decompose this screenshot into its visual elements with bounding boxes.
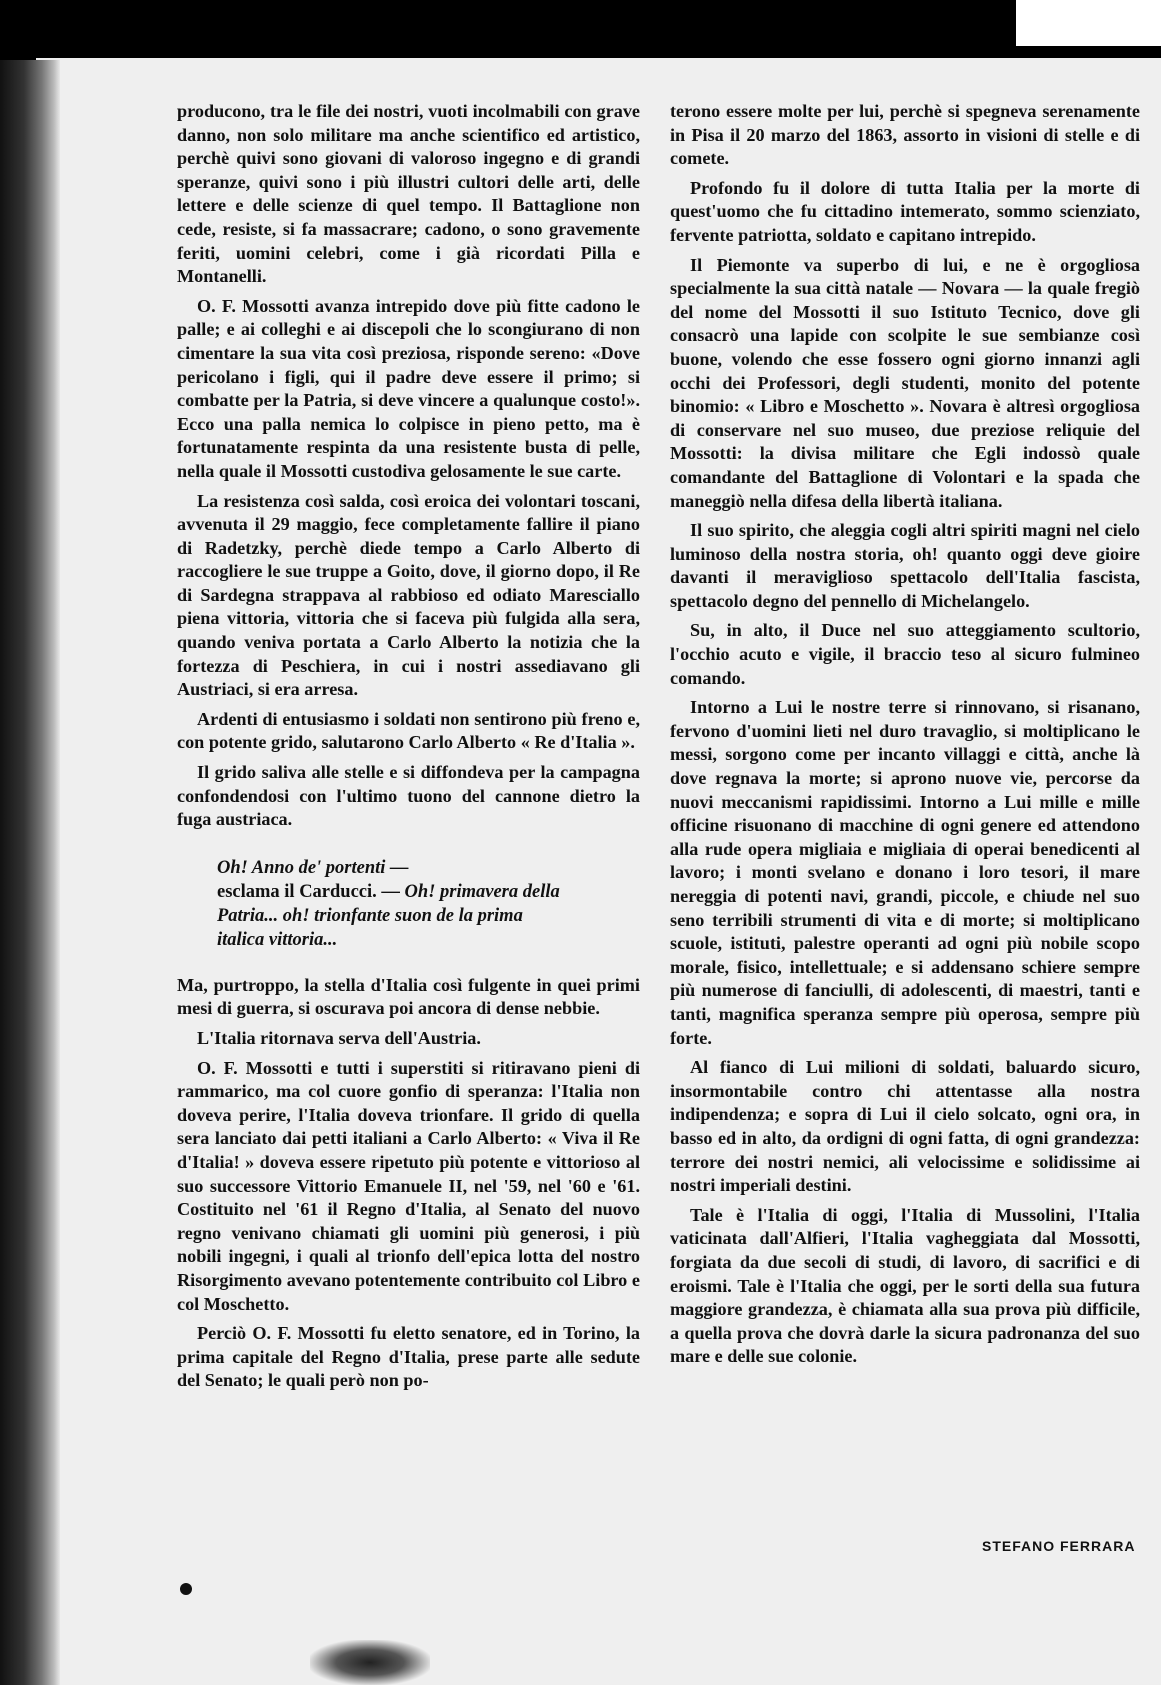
right-column — [670, 100, 1140, 1375]
quote-line: Oh! Anno de' portenti — — [217, 857, 409, 878]
paragraph: Il Piemonte va superbo di lui, e ne è orgogliosa specialmente la sua città natale — Novara — la quale fregiò del nome del Mossotti il suo Istituto Tecnico, dove gli consacrò una lapide con scolpite le sue sembianze così buone, volendo che esse fossero ogni giorno innanzi agli occhi dei Professori, degli studenti, monito del potente binomio: « Libro e Moschetto ». Novara è altresì orgogliosa di conservare nel suo museo, due preziose reliquie del Mossotti: la divisa militare che Egli indossò quale comandante del Battaglione di Volontari e la spada che maneggiò nella difesa della libertà italiana. — [670, 254, 1140, 511]
paragraph: Il grido saliva alle stelle e si diffondeva per la campagna confondendosi con l'ultimo tuono del cannone dietro la fuga austriaca. — [177, 762, 640, 830]
paragraph: Il suo spirito, che aleggia cogli altri spiriti magni nel cielo luminoso della nostra storia, oh! quanto oggi deve gioire davanti il meraviglioso spettacolo dell'Italia fascista, spettacolo degno del pennello di Michelangelo. — [670, 520, 1140, 611]
quote-text: Oh! primavera della — [404, 881, 560, 902]
paragraph: O. F. Mossotti avanza intrepido dove più fitte cadono le palle; e ai colleghi e ai discepoli che lo scongiurano di non cimentare la sua vita così preziosa, risponde sereno: «Dove pericolano i figli, qui il padre deve essere il primo; si combatte per la Patria, si deve vincere a qualunque costo!». Ecco una palla nemica lo colpisce in pieno petto, ma è fortunatamente respinta da una resistente busta di pelle, nella quale il Mossotti custodiva gelosamente le sue carte. — [177, 295, 640, 481]
quote-line: Patria... oh! trionfante suon de la prima — [217, 905, 523, 926]
quote-line — [217, 880, 640, 904]
paragraph: producono, tra le file dei nostri, vuoti incolmabili con grave danno, non solo militare ma anche scientifico ed artistico, perchè quivi sono giovani di valoroso ingegno e di grandi speranze, quivi sono i più illustri cultori delle arti, delle lettere e delle scienze di quel tempo. Il Battaglione non cede, resiste, si fa massacrare; cadono, o sono gravemente feriti, uomini celebri, come i già ricordati Pilla e Montanelli. — [177, 101, 640, 287]
paragraph: O. F. Mossotti e tutti i superstiti si ritiravano pieni di rammarico, ma col cuore gonfio di speranza: l'Italia non doveva perire, l'Italia doveva trionfare. Il grido di quella sera lanciato dai petti italiani a Carlo Alberto: « Viva il Re d'Italia! » doveva essere ripetuto più potente e vittorioso al suo successore Vittorio Emanuele II, nel '59, nel '60 e '61. Costituito nel '61 il Regno d'Italia, al Senato del nuovo regno venivano chiamati gli uomini più generosi, i più nobili ingegni, i quali al trionfo dell'epica lotta del nostro Risorgimento avevano potentemente contribuito col Libro e col Moschetto. — [177, 1057, 640, 1314]
paragraph: Perciò O. F. Mossotti fu eletto senatore, ed in Torino, la prima capitale del Regno d'Italia, prese parte alle sedute del Senato; le quali però non po- — [177, 1323, 640, 1391]
paragraph: L'Italia ritornava serva dell'Austria. — [197, 1028, 481, 1048]
paragraph: Profondo fu il dolore di tutta Italia per la morte di quest'uomo che fu cittadino intemerato, sommo scienziato, fervente patriotta, soldato e capitano intrepido. — [670, 177, 1140, 245]
paragraph: Ma, purtroppo, la stella d'Italia così fulgente in quei primi mesi di guerra, si oscurava poi ancora di dense nebbie. — [177, 974, 640, 1019]
scan-corner-patch — [1016, 0, 1161, 46]
left-column — [177, 100, 640, 1399]
paragraph: Al fianco di Lui milioni di soldati, baluardo sicuro, insormontabile contro chi attentasse alla nostra indipendenza; e sopra di Lui il cielo solcato, ogni ora, in basso ed in alto, da ordigni di ogni fatta, di ogni grandezza: terrore dei nostri nemici, ali velocissime e solidissime ai nostri imperiali destini. — [670, 1057, 1140, 1196]
paragraph: Tale è l'Italia di oggi, l'Italia di Mussolini, l'Italia vaticinata dall'Alfieri, l'Italia vagheggiata dal Mossotti, forgiata da due secoli di studi, di lavoro, di sacrifici e di eroismi. Tale è l'Italia che oggi, per le sorti della sua futura maggiore grandezza, è chiamata alla sua prova più difficile, a quella prova che dovrà darle la sicura padronanza del suo mare e delle sue colonie. — [670, 1204, 1140, 1367]
paragraph: terono essere molte per lui, perchè si spegneva serenamente in Pisa il 20 marzo del 1863, assorto in visioni di stelle e di comete. — [670, 101, 1140, 169]
quote-line: italica vittoria... — [217, 929, 338, 950]
paragraph: Ardenti di entusiasmo i soldati non sentirono più freno e, con potente grido, salutarono Carlo Alberto « Re d'Italia ». — [177, 708, 640, 753]
quote-attribution: esclama il Carducci. — — [217, 881, 405, 902]
scan-top-border — [0, 0, 1161, 58]
page-marker-dot — [180, 1583, 192, 1595]
paragraph: Su, in alto, il Duce nel suo atteggiamento scultorio, l'occhio acuto e vigile, il braccio teso al sicuro fulmineo comando. — [670, 620, 1140, 688]
paragraph: La resistenza così salda, così eroica dei volontari toscani, avvenuta il 29 maggio, fece completamente fallire il piano di Radetzky, perchè diede tempo a Carlo Alberto di raccogliere le sue truppe a Goito, dove, il giorno dopo, il Re di Sardegna strappava al rabbioso ed odiato Maresciallo piena vittoria, vittoria che si faceva più fulgida alla sera, quando veniva portata a Carlo Alberto la notizia che la fortezza di Peschiera, in cui i nostri assediavano gli Austriaci, si era arresa. — [177, 490, 640, 700]
page-binding-shadow — [0, 60, 60, 1685]
carducci-quote — [217, 856, 640, 952]
paragraph: Intorno a Lui le nostre terre si rinnovano, si risanano, fervono d'uomini lieti nel duro travaglio, si moltiplicano le messi, sorgono come per incanto villaggi e città, anche là dove regnava la morte; si aprono nuove vie, percorse da nuovi meccanismi rapidissimi. Intorno a Lui mille e mille officine risuonano di macchine di ogni genere ed attendono alla rude opera migliaia e migliaia di operai benedicenti al lavoro; i monti svelano e donano i loro tesori, il mare nereggia di potenti navi, grandi, piccole, e chiude nel suo seno terribili strumenti di vita e di morte; si moltiplicano scuole, istituti, palestre operanti ad ogni più nobile scopo morale, fisico, intellettuale; e si addensano schiere sempre più numerose di fanciulli, di adolescenti, di maestri, tanti e tanti, magnifica speranza sempre più operosa, sempre più forte. — [670, 697, 1140, 1048]
scan-smudge — [310, 1640, 430, 1685]
author-signature: STEFANO FERRARA — [982, 1538, 1136, 1554]
